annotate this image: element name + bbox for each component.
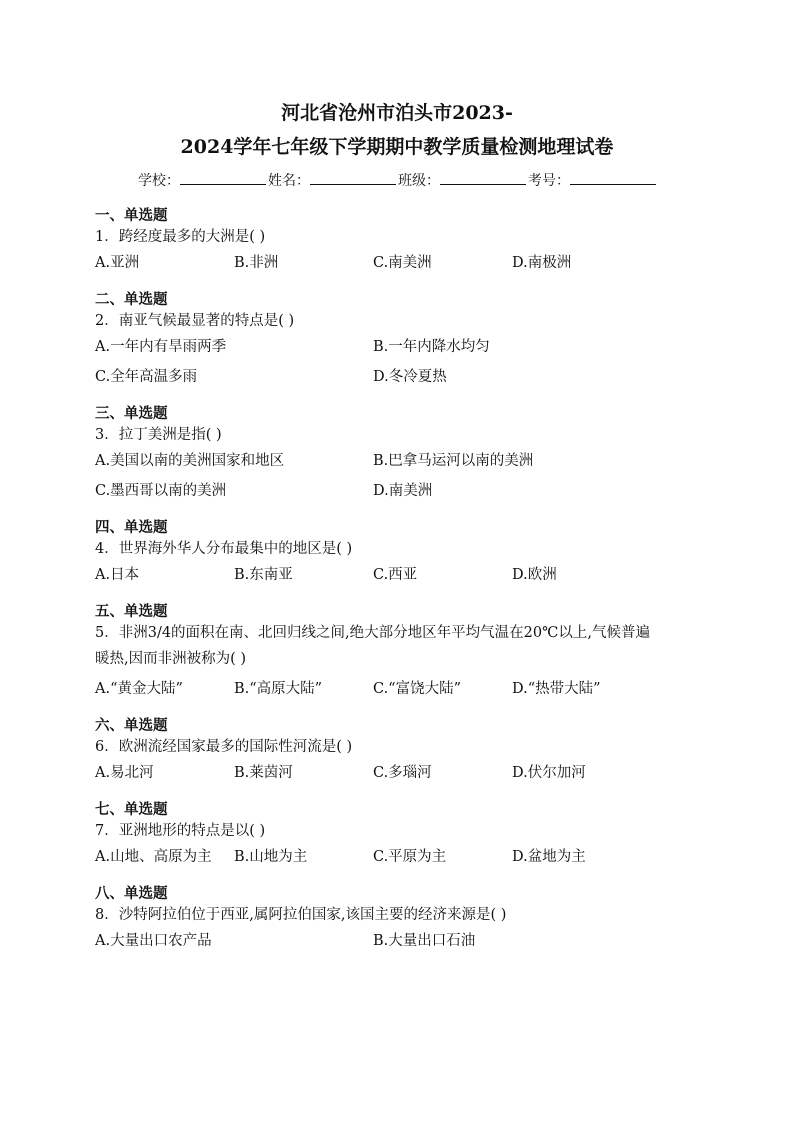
option-d: D.南极洲 [512,255,572,271]
student-info-line [95,170,699,192]
option-a: A.易北河 [95,765,154,781]
option-a: A.一年内有旱雨两季 [95,339,227,355]
section-heading: 五、单选题 [95,603,168,620]
title-line-2: 2024学年七年级下学期期中教学质量检测地理试卷 [180,136,614,158]
class-blank [440,172,526,185]
school-field [138,170,266,192]
option-c: C.平原为主 [373,849,447,865]
question-stem: 3．拉丁美洲是指( ) [95,427,222,443]
option-c: C.墨西哥以南的美洲 [95,483,227,499]
option-a: A.美国以南的美洲国家和地区 [95,453,285,469]
section-heading: 一、单选题 [95,207,168,224]
exam-number-label: 考号： [528,173,570,189]
question-stem: 4．世界海外华人分布最集中的地区是( ) [95,541,353,557]
option-a: A.大量出口农产品 [95,933,212,949]
option-list [95,332,699,392]
class-label: 班级： [398,173,440,189]
school-blank [180,172,266,185]
option-list [95,446,699,506]
option-d: D.南美洲 [373,483,433,499]
school-label: 学校： [138,173,180,189]
title-line-1: 河北省沧州市泊头市2023- [281,102,513,124]
question-stem: 8．沙特阿拉伯位于西亚,属阿拉伯国家,该国主要的经济来源是( ) [95,907,507,923]
option-list [95,758,699,788]
name-label: 姓名： [268,173,310,189]
option-d: D.“热带大陆” [512,681,601,697]
exam-title [95,96,699,164]
question-stem: 6．欧洲流经国家最多的国际性河流是( ) [95,739,353,755]
option-b: B.一年内降水均匀 [373,339,490,355]
option-b: B.“高原大陆” [234,681,323,697]
question-stem: 5．非洲3/4的面积在南、北回归线之间,绝大部分地区年平均气温在20℃以上,气候普遍 [95,625,650,641]
section-heading: 二、单选题 [95,291,168,308]
question-stem: 1．跨经度最多的大洲是( ) [95,229,266,245]
option-list [95,248,699,278]
option-b: B.巴拿马运河以南的美洲 [373,453,534,469]
exam-number-field [528,170,656,192]
option-c: C.南美洲 [373,255,432,271]
exam-number-blank [570,172,656,185]
option-list [95,560,699,590]
option-d: D.欧洲 [512,567,557,583]
name-blank [310,172,396,185]
option-c: C.“富饶大陆” [373,681,462,697]
option-d: D.伏尔加河 [512,765,586,781]
option-a: A.亚洲 [95,255,140,271]
question-list [95,206,699,956]
option-a: A.日本 [95,567,140,583]
option-c: C.全年高温多雨 [95,369,198,385]
option-d: D.盆地为主 [512,849,586,865]
option-c: C.多瑙河 [373,765,432,781]
question-stem: 2．南亚气候最显著的特点是( ) [95,313,295,329]
section-heading: 三、单选题 [95,405,168,422]
option-a: A.山地、高原为主 [95,849,212,865]
option-a: A.“黄金大陆” [95,681,183,697]
section-heading: 六、单选题 [95,717,168,734]
section-heading: 八、单选题 [95,885,168,902]
option-b: B.大量出口石油 [373,933,476,949]
option-b: B.非洲 [234,255,279,271]
name-field [268,170,396,192]
section-heading: 四、单选题 [95,519,168,536]
question-stem-continued: 暖热,因而非洲被称为( ) [95,651,247,667]
option-list [95,674,699,704]
class-field [398,170,526,192]
option-b: B.莱茵河 [234,765,293,781]
option-list [95,926,699,956]
question-stem: 7．亚洲地形的特点是以( ) [95,823,266,839]
option-b: B.东南亚 [234,567,293,583]
option-list [95,842,699,872]
section-heading: 七、单选题 [95,801,168,818]
option-b: B.山地为主 [234,849,308,865]
option-d: D.冬冷夏热 [373,369,447,385]
option-c: C.西亚 [373,567,418,583]
